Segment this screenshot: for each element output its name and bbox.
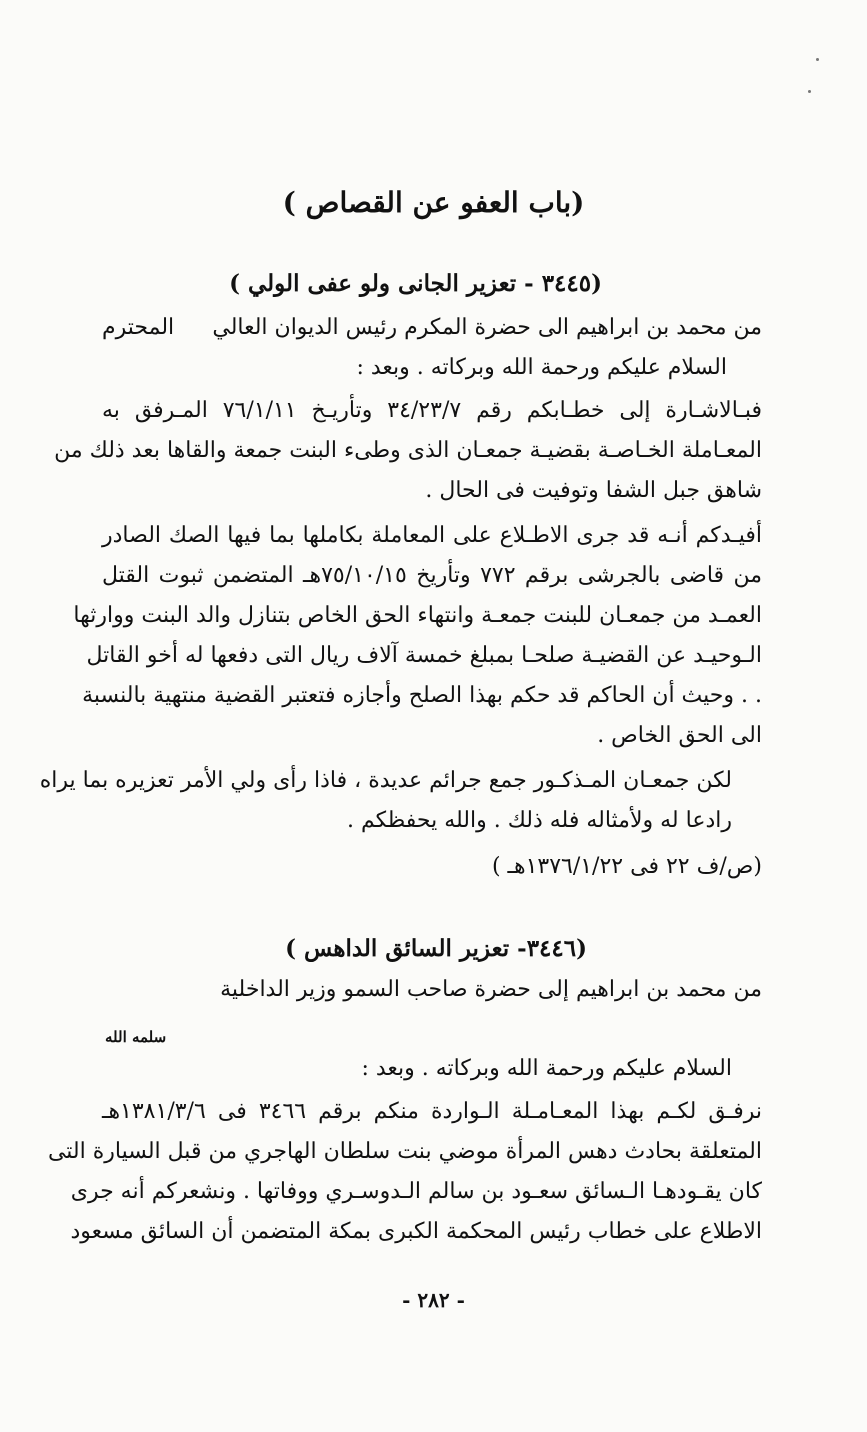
honorific: المحترم [102, 315, 175, 340]
paragraph-line: من قاضى بالجرشى برقم ٧٧٢ وتأريخ ٧٥/١٠/١٥هـ المتضمن ثبوت القتل [102, 563, 762, 588]
letter-from-line [102, 313, 762, 343]
paragraph-line: المعـاملة الخـاصـة بقضيـة جمعـان الذى وطىء البنت جمعة والقاها بعد ذلك من [54, 438, 762, 463]
greeting: السلام عليكم ورحمة الله وبركاته . وبعد : [356, 355, 727, 380]
paragraph-line: رادعا له ولأمثاله فله ذلك . والله يحفظكم . [346, 808, 732, 833]
from-text: من محمد بن ابراهيم الى حضرة المكرم رئيس الديوان العالي [212, 315, 762, 340]
paragraph-line: كان يقـودهـا الـسائق سعـود بن سالم الـدوسـري ووفاتها . ونشعركم أنه جرى [70, 1179, 762, 1204]
honorific: سلمه الله [105, 1028, 167, 1046]
paragraph-line: الـوحيـد عن القضيـة صلحـا بمبلغ خمسة آلاف ريال التى دفعها له أخو القاتل [86, 643, 762, 668]
reference-citation: (ص/ف ٢٢ فى ١٣٧٦/١/٢٢هـ ) [491, 854, 762, 879]
paragraph-line: نرفـق لكـم بهذا المعـامـلة الـواردة منكم برقم ٣٤٦٦ فى ١٣٨١/٣/٦هـ [102, 1099, 763, 1124]
letter-from-line: من محمد بن ابراهيم إلى حضرة صاحب السمو وزير الداخلية [220, 977, 762, 1002]
greeting: السلام عليكم ورحمة الله وبركاته . وبعد : [361, 1056, 732, 1081]
page-number: - ٢٨٢ - [402, 1288, 465, 1312]
paragraph-line: . . وحيث أن الحاكم قد حكم بهذا الصلح وأجازه فتعتبر القضية منتهية بالنسبة [82, 683, 762, 708]
scan-speck [816, 58, 819, 61]
section-heading-3446: (٣٤٤٦- تعزير السائق الداهس ) [285, 935, 587, 962]
section-heading-3445: (٣٤٤٥ - تعزير الجانى ولو عفى الولي ) [229, 270, 602, 297]
chapter-title: (باب العفو عن القصاص ) [282, 186, 585, 219]
paragraph-line: فبـالاشـارة إلى خطـابكم رقم ٣٤/٢٣/٧ وتأريـخ ٧٦/١/١١ المـرفق به [102, 398, 762, 423]
paragraph-line: الاطلاع على خطاب رئيس المحكمة الكبرى بمكة المتضمن أن السائق مسعود [70, 1219, 762, 1244]
paragraph-line: لكن جمعـان المـذكـور جمع جرائم عديدة ، فاذا رأى ولي الأمر تعزيره بما يراه [39, 768, 732, 793]
paragraph-line: شاهق جبل الشفا وتوفيت فى الحال . [425, 478, 762, 503]
scan-speck [808, 90, 811, 93]
paragraph-line: أفيـدكم أنـه قد جرى الاطـلاع على المعاملة بكاملها بما فيها الصك الصادر [102, 523, 762, 548]
paragraph-line: المتعلقة بحادث دهس المرأة موضي بنت سلطان الهاجري من قبل السيارة التى [47, 1139, 762, 1164]
paragraph-line: العمـد من جمعـان للبنت جمعـة وانتهاء الحق الخاص بتنازل والد البنت ووارثها [73, 603, 762, 628]
paragraph-line: الى الحق الخاص . [597, 723, 762, 748]
